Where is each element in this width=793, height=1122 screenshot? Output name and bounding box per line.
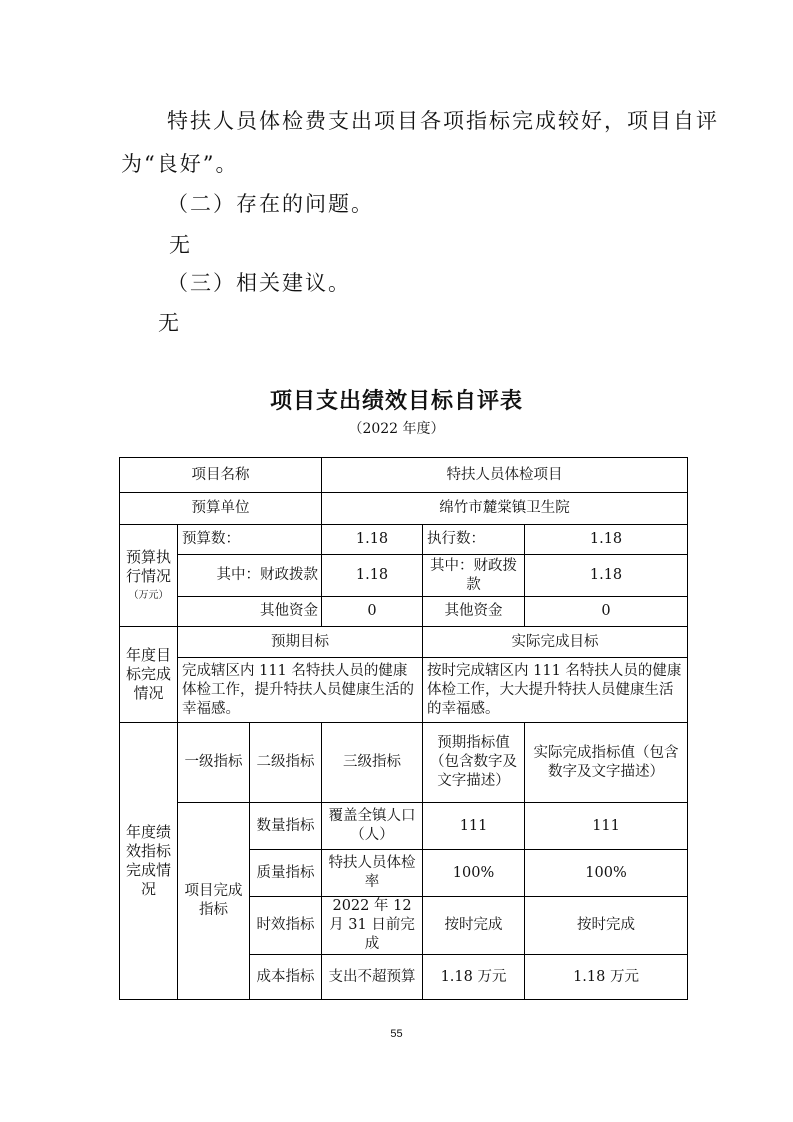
actual-goal-text: 按时完成辖区内 111 名特扶人员的健康体检工作，大大提升特扶人员健康生活的幸福感。 bbox=[423, 658, 688, 723]
section-heading: （三）相关建议。 bbox=[167, 271, 351, 295]
budget-unit-label: 预算单位 bbox=[120, 493, 322, 525]
col-level3-header: 三级指标 bbox=[322, 723, 423, 803]
fiscal-label-2: 其中：财政拨款 bbox=[423, 555, 525, 597]
level1-value: 项目完成指标 bbox=[178, 803, 250, 1000]
level3-cell: 支出不超预算 bbox=[322, 955, 423, 1000]
actual-value-cell: 1.18 万元 bbox=[525, 955, 688, 1000]
level2-cell: 数量指标 bbox=[250, 803, 322, 850]
other-funds-label: 其他资金 bbox=[178, 597, 322, 627]
budget-unit-value: 绵竹市麓棠镇卫生院 bbox=[322, 493, 688, 525]
evaluation-table bbox=[119, 457, 688, 1000]
level3-cell: 特扶人员体检率 bbox=[322, 850, 423, 897]
fiscal-value: 1.18 bbox=[322, 555, 423, 597]
other-funds-value: 0 bbox=[322, 597, 423, 627]
expected-value-cell: 111 bbox=[423, 803, 525, 850]
budget-exec-unit: （万元） bbox=[128, 590, 169, 601]
budget-amount-label: 预算数： bbox=[178, 525, 322, 555]
paragraph-line: 为“良好”。 bbox=[121, 152, 239, 176]
level2-cell: 成本指标 bbox=[250, 955, 322, 1000]
expected-value-cell: 100% bbox=[423, 850, 525, 897]
fiscal-value-2: 1.18 bbox=[525, 555, 688, 597]
table-row bbox=[120, 803, 688, 850]
exec-amount-value: 1.18 bbox=[525, 525, 688, 555]
col-expected-header: 预期指标值（包含数字及文字描述） bbox=[423, 723, 525, 803]
col-level1-header: 一级指标 bbox=[178, 723, 250, 803]
table-subtitle: （2022 年度） bbox=[348, 421, 445, 437]
actual-value-cell: 111 bbox=[525, 803, 688, 850]
annual-goal-label: 年度目标完成情况 bbox=[120, 627, 178, 723]
actual-value-cell: 100% bbox=[525, 850, 688, 897]
section-answer: 无 bbox=[169, 233, 192, 257]
level2-cell: 质量指标 bbox=[250, 850, 322, 897]
perf-indicator-label: 年度绩效指标完成情况 bbox=[120, 723, 178, 1000]
project-name-value: 特扶人员体检项目 bbox=[322, 458, 688, 493]
expected-value-cell: 1.18 万元 bbox=[423, 955, 525, 1000]
expected-goal-text: 完成辖区内 111 名特扶人员的健康体检工作，提升特扶人员健康生活的幸福感。 bbox=[178, 658, 423, 723]
fiscal-label: 其中：财政拨款 bbox=[178, 555, 322, 597]
table-title: 项目支出绩效目标自评表 bbox=[269, 389, 523, 414]
paragraph-line: 特扶人员体检费支出项目各项指标完成较好，项目自评 bbox=[167, 109, 719, 133]
level3-cell: 覆盖全镇人口（人） bbox=[322, 803, 423, 850]
actual-value-cell: 按时完成 bbox=[525, 897, 688, 955]
actual-goal-header: 实际完成目标 bbox=[423, 627, 688, 658]
budget-exec-label: 预算执行情况 bbox=[125, 548, 171, 585]
exec-amount-label: 执行数： bbox=[423, 525, 525, 555]
level2-cell: 时效指标 bbox=[250, 897, 322, 955]
level3-cell: 2022 年 12 月 31 日前完成 bbox=[322, 897, 423, 955]
expected-goal-header: 预期目标 bbox=[178, 627, 423, 658]
col-level2-header: 二级指标 bbox=[250, 723, 322, 803]
other-funds-value-2: 0 bbox=[525, 597, 688, 627]
section-answer: 无 bbox=[158, 311, 181, 335]
project-name-label: 项目名称 bbox=[120, 458, 322, 493]
budget-exec-cell bbox=[120, 525, 178, 627]
budget-amount-value: 1.18 bbox=[322, 525, 423, 555]
section-heading: （二）存在的问题。 bbox=[167, 192, 374, 216]
page-number: 55 bbox=[390, 1028, 403, 1040]
col-actual-header: 实际完成指标值（包含数字及文字描述） bbox=[525, 723, 688, 803]
other-funds-label-2: 其他资金 bbox=[423, 597, 525, 627]
expected-value-cell: 按时完成 bbox=[423, 897, 525, 955]
